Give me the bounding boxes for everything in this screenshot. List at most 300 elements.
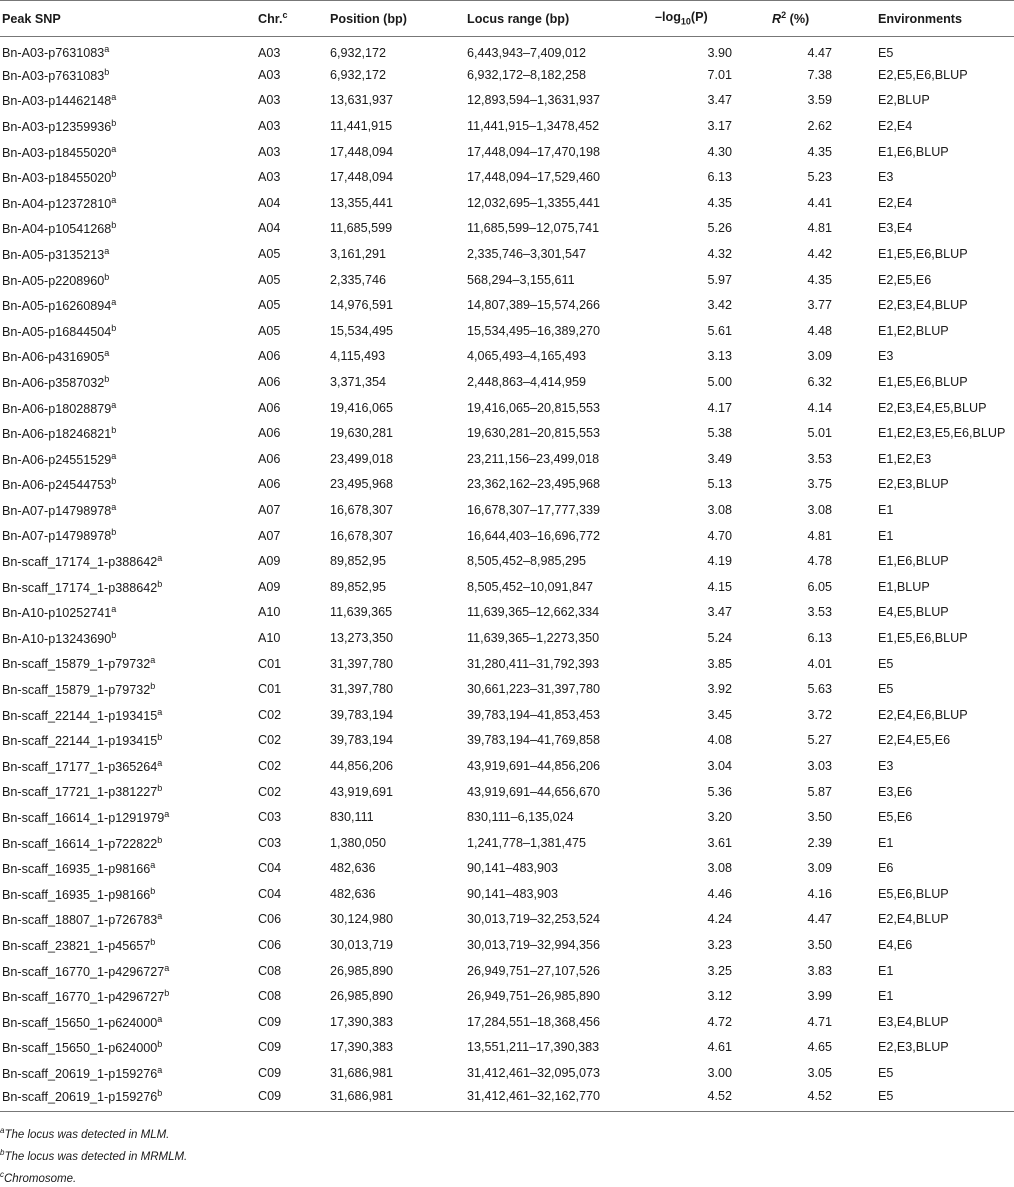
cell-neg-log-p: 4.52 (655, 1086, 772, 1112)
cell-environments: E2,E5,E6,BLUP (878, 67, 968, 82)
snp-id: Bn-A06-p18246821 (2, 427, 112, 442)
cell-peak-snp (0, 651, 256, 677)
cell-environments: E2,E3,E4,E5,BLUP (878, 400, 987, 415)
cell-r2: 5.87 (807, 784, 832, 799)
cell-locus-range: 16,678,307–17,777,339 (467, 502, 601, 517)
snp-footnote-mark: b (111, 527, 117, 538)
cell-position: 11,685,599 (330, 221, 393, 236)
header-locus-range: Locus range (bp) (465, 1, 655, 37)
snp-id: Bn-A03-p7631083 (2, 46, 105, 61)
cell-peak-snp (0, 983, 256, 1009)
cell-neg-log-p: 3.17 (707, 119, 732, 134)
cell-r2: 3.72 (807, 707, 832, 722)
snp-footnote-mark: a (111, 399, 117, 410)
header-chr-footnote-mark: c (282, 10, 288, 21)
cell-position: 16,678,307 (330, 502, 394, 517)
snp-id: Bn-A06-p3587032 (2, 376, 105, 391)
snp-footnote-mark: b (111, 322, 117, 333)
snp-footnote-mark: a (150, 655, 156, 666)
cell-position: 11,639,365 (330, 605, 393, 620)
cell-peak-snp (0, 395, 256, 421)
table-body (0, 37, 1014, 1112)
cell-environments: E2,E4,E5,E6 (878, 733, 951, 748)
cell-neg-log-p: 4.72 (707, 1014, 732, 1029)
snp-id: Bn-scaff_20619_1-p159276 (2, 1067, 158, 1082)
cell-chr: C08 (258, 989, 282, 1004)
cell-environments: E5 (878, 1066, 894, 1081)
cell-r2: 2.62 (807, 119, 832, 134)
cell-r2: 5.63 (807, 682, 832, 697)
table-row (0, 676, 1014, 702)
cell-position: 23,495,968 (330, 477, 394, 492)
cell-position: 13,355,441 (330, 195, 394, 210)
cell-position: 16,678,307 (330, 528, 394, 543)
snp-id: Bn-scaff_15879_1-p79732 (2, 657, 151, 672)
cell-chr: A06 (258, 451, 281, 466)
cell-neg-log-p: 6.13 (707, 170, 732, 185)
cell-peak-snp (0, 523, 256, 549)
cell-peak-snp (0, 497, 256, 523)
cell-neg-log-p: 7.01 (707, 67, 732, 82)
cell-environments: E1 (878, 835, 894, 850)
cell-neg-log-p: 3.42 (707, 298, 732, 313)
cell-position: 17,390,383 (330, 1040, 394, 1055)
cell-position: 13,273,350 (330, 630, 394, 645)
cell-chr: A06 (258, 426, 281, 441)
cell-chr: C02 (258, 784, 282, 799)
cell-locus-range: 11,441,915–1,3478,452 (467, 119, 600, 134)
cell-chr: C04 (258, 861, 282, 876)
cell-r2: 3.50 (807, 810, 832, 825)
cell-environments: E2,E3,E4,BLUP (878, 298, 968, 313)
cell-neg-log-p: 4.30 (707, 144, 732, 159)
footnote-text: Chromosome. (4, 1172, 77, 1185)
cell-environments: E1,E2,E3,E5,E6,BLUP (878, 426, 1006, 441)
header-environments: Environments (876, 1, 1014, 37)
cell-peak-snp (0, 779, 256, 805)
snp-id: Bn-scaff_17177_1-p365264 (2, 760, 158, 775)
cell-locus-range: 23,211,156–23,499,018 (467, 451, 600, 466)
cell-peak-snp (0, 113, 256, 139)
cell-locus-range: 14,807,389–15,574,266 (467, 298, 601, 313)
cell-position: 17,448,094 (330, 144, 394, 159)
cell-neg-log-p: 3.08 (707, 861, 732, 876)
cell-neg-log-p: 3.45 (707, 707, 732, 722)
cell-chr: A10 (258, 605, 281, 620)
snp-footnote-mark: a (111, 194, 117, 205)
cell-position: 1,380,050 (330, 835, 387, 850)
cell-position: 17,448,094 (330, 170, 394, 185)
cell-locus-range: 1,241,778–1,381,475 (467, 835, 587, 850)
cell-chr: A04 (258, 221, 281, 236)
table-row (0, 1060, 1014, 1086)
cell-neg-log-p: 4.46 (707, 886, 732, 901)
cell-peak-snp (0, 932, 256, 958)
cell-peak-snp (0, 1086, 256, 1112)
cell-chr: A10 (258, 630, 281, 645)
cell-neg-log-p: 4.35 (707, 195, 732, 210)
snp-footnote-mark: b (111, 629, 117, 640)
cell-chr: C06 (258, 912, 282, 927)
cell-peak-snp (0, 318, 256, 344)
snp-footnote-mark: b (111, 425, 117, 436)
cell-peak-snp (0, 164, 256, 190)
snp-id: Bn-A03-p7631083 (2, 68, 105, 83)
cell-position: 31,686,981 (328, 1086, 465, 1112)
cell-position: 17,390,383 (330, 1014, 394, 1029)
cell-environments: E2,BLUP (878, 93, 930, 108)
header-r2-letter: R (772, 12, 782, 27)
cell-chr: C09 (258, 1066, 282, 1081)
cell-r2: 3.09 (807, 861, 832, 876)
footnote-mark: c (0, 1169, 4, 1179)
cell-r2: 5.23 (807, 170, 832, 185)
snp-footnote-mark: b (111, 117, 117, 128)
cell-chr: C02 (258, 733, 282, 748)
footnote-text: The locus was detected in MRMLM. (4, 1150, 188, 1163)
cell-peak-snp (0, 369, 256, 395)
snp-footnote-mark: a (111, 450, 117, 461)
cell-environments: E4,E5,BLUP (878, 605, 949, 620)
cell-locus-range: 8,505,452–8,985,295 (467, 554, 587, 569)
cell-environments: E3 (878, 349, 894, 364)
table-row (0, 881, 1014, 907)
snp-footnote-mark: a (157, 553, 163, 564)
cell-neg-log-p: 4.17 (707, 400, 732, 415)
snp-id: Bn-A05-p16260894 (2, 299, 112, 314)
cell-environments: E4,E6 (878, 938, 913, 953)
cell-peak-snp (0, 62, 256, 88)
cell-neg-log-p: 3.13 (707, 349, 732, 364)
snp-footnote-mark: b (164, 988, 170, 999)
cell-chr: C01 (258, 682, 282, 697)
snp-footnote-mark: b (157, 732, 163, 743)
cell-position: 31,686,981 (330, 1066, 394, 1081)
table-row (0, 1009, 1014, 1035)
snp-id: Bn-scaff_16770_1-p4296727 (2, 990, 165, 1005)
snp-id: Bn-A03-p14462148 (2, 94, 112, 109)
cell-neg-log-p: 4.70 (707, 528, 732, 543)
cell-r2: 4.41 (807, 195, 832, 210)
footnote (0, 1166, 1014, 1187)
table-row (0, 369, 1014, 395)
cell-peak-snp (0, 753, 256, 779)
cell-r2: 5.27 (807, 733, 832, 748)
table-footnotes (0, 1122, 1014, 1187)
cell-environments: E6 (878, 861, 894, 876)
cell-locus-range: 2,335,746–3,301,547 (467, 247, 587, 262)
cell-locus-range: 19,630,281–20,815,553 (467, 426, 601, 441)
header-chr (256, 1, 328, 37)
cell-chr: A03 (258, 144, 281, 159)
cell-peak-snp (0, 958, 256, 984)
cell-r2: 4.81 (807, 528, 832, 543)
snp-id: Bn-A10-p13243690 (2, 632, 112, 647)
cell-r2: 4.47 (807, 912, 832, 927)
cell-environments: E1 (878, 989, 894, 1004)
table-row (0, 241, 1014, 267)
cell-r2: 4.48 (807, 323, 832, 338)
cell-position: 15,534,495 (330, 323, 394, 338)
cell-locus-range: 39,783,194–41,769,858 (467, 733, 601, 748)
cell-locus-range: 30,013,719–32,253,524 (467, 912, 601, 927)
cell-r2: 2.39 (807, 835, 832, 850)
cell-environments: E3,E6 (878, 784, 913, 799)
table-row (0, 267, 1014, 293)
cell-locus-range: 30,661,223–31,397,780 (467, 682, 601, 697)
cell-environments: E1 (878, 528, 894, 543)
cell-position: 6,932,172 (330, 45, 387, 60)
cell-chr: A07 (258, 528, 281, 543)
cell-peak-snp (0, 1060, 256, 1086)
cell-neg-log-p: 3.85 (707, 656, 732, 671)
cell-position: 6,932,172 (330, 67, 387, 82)
cell-peak-snp (0, 702, 256, 728)
cell-neg-log-p: 5.61 (707, 323, 732, 338)
cell-chr: A06 (258, 400, 281, 415)
snp-footnote-mark: a (111, 501, 117, 512)
table-row (0, 216, 1014, 242)
cell-position: 43,919,691 (330, 784, 394, 799)
cell-locus-range: 2,448,863–4,414,959 (467, 375, 587, 390)
cell-chr: A03 (258, 45, 281, 60)
cell-environments: E5,E6 (878, 810, 913, 825)
cell-position: 31,397,780 (330, 682, 394, 697)
cell-peak-snp (0, 881, 256, 907)
cell-neg-log-p: 3.25 (707, 963, 732, 978)
cell-position: 3,161,291 (330, 247, 387, 262)
cell-neg-log-p: 3.90 (707, 45, 732, 60)
snp-id: Bn-A03-p18455020 (2, 171, 112, 186)
header-chr-label: Chr. (258, 12, 283, 27)
cell-locus-range: 6,443,943–7,409,012 (467, 45, 587, 60)
cell-peak-snp (0, 1009, 256, 1035)
cell-r2: 4.52 (772, 1086, 876, 1112)
snp-footnote-mark: a (111, 297, 117, 308)
table-row (0, 932, 1014, 958)
snp-id: Bn-A03-p12359936 (2, 120, 112, 135)
cell-locus-range: 90,141–483,903 (467, 886, 559, 901)
cell-position: 3,371,354 (330, 375, 387, 390)
snp-id: Bn-scaff_16935_1-p98166 (2, 887, 151, 902)
cell-locus-range: 19,416,065–20,815,553 (467, 400, 601, 415)
table-row (0, 983, 1014, 1009)
cell-locus-range: 17,448,094–17,470,198 (467, 144, 601, 159)
cell-chr: A05 (258, 247, 281, 262)
cell-peak-snp (0, 472, 256, 498)
cell-environments: E2,E4 (878, 119, 913, 134)
footnote-mark: a (0, 1125, 5, 1135)
snp-footnote-mark: a (104, 245, 110, 256)
snp-id: Bn-scaff_20619_1-p159276 (2, 1090, 158, 1105)
cell-environments: E1,E2,E3 (878, 451, 932, 466)
table-row (0, 548, 1014, 574)
cell-neg-log-p: 4.24 (707, 912, 732, 927)
snp-id: Bn-scaff_15879_1-p79732 (2, 683, 151, 698)
cell-r2: 4.42 (807, 247, 832, 262)
cell-r2: 7.38 (807, 67, 832, 82)
table-row (0, 753, 1014, 779)
table-row (0, 164, 1014, 190)
table-row (0, 856, 1014, 882)
cell-r2: 3.77 (807, 298, 832, 313)
cell-position: 30,124,980 (330, 912, 394, 927)
cell-chr: A06 (258, 349, 281, 364)
snp-id: Bn-A07-p14798978 (2, 529, 112, 544)
cell-environments: E1,E6,BLUP (878, 144, 949, 159)
cell-environments: E1,E5,E6,BLUP (878, 247, 968, 262)
cell-environments: E1,E2,BLUP (878, 323, 949, 338)
table-row (0, 88, 1014, 114)
cell-chr: C01 (258, 656, 282, 671)
cell-environments: E3 (878, 170, 894, 185)
cell-locus-range: 568,294–3,155,611 (467, 272, 575, 287)
header-r2 (772, 1, 876, 37)
header-log-prefix: –log (655, 10, 681, 25)
snp-id: Bn-scaff_16935_1-p98166 (2, 862, 151, 877)
cell-chr: C09 (256, 1086, 328, 1112)
cell-environments: E1 (878, 502, 894, 517)
cell-chr: A05 (258, 323, 281, 338)
snp-footnote-mark: a (157, 706, 163, 717)
footnote (0, 1144, 1014, 1166)
cell-r2: 4.35 (807, 272, 832, 287)
snp-id: Bn-scaff_17721_1-p381227 (2, 785, 158, 800)
snp-id: Bn-A04-p10541268 (2, 222, 112, 237)
cell-r2: 3.05 (807, 1066, 832, 1081)
cell-locus-range: 11,685,599–12,075,741 (467, 221, 600, 236)
cell-neg-log-p: 4.08 (707, 733, 732, 748)
cell-environments: E5 (878, 682, 894, 697)
cell-neg-log-p: 4.61 (707, 1040, 732, 1055)
cell-environments: E5,E6,BLUP (878, 886, 949, 901)
cell-locus-range: 43,919,691–44,656,670 (467, 784, 601, 799)
cell-locus-range: 17,284,551–18,368,456 (467, 1014, 601, 1029)
table-row (0, 1086, 1014, 1112)
snp-footnote-mark: a (104, 348, 110, 359)
cell-position: 89,852,95 (330, 579, 387, 594)
cell-chr: C04 (258, 886, 282, 901)
cell-r2: 4.65 (807, 1040, 832, 1055)
table-row (0, 804, 1014, 830)
cell-environments: E2,E5,E6 (878, 272, 932, 287)
table-row (0, 1035, 1014, 1061)
snp-id: Bn-scaff_22144_1-p193415 (2, 708, 158, 723)
cell-r2: 3.03 (807, 758, 832, 773)
cell-chr: A09 (258, 554, 281, 569)
snp-footnote-mark: b (111, 476, 117, 487)
cell-peak-snp (0, 344, 256, 370)
table-row (0, 958, 1014, 984)
cell-neg-log-p: 3.04 (707, 758, 732, 773)
cell-position: 89,852,95 (330, 554, 387, 569)
cell-neg-log-p: 5.00 (707, 375, 732, 390)
cell-position: 11,441,915 (330, 119, 393, 134)
cell-locus-range: 30,013,719–32,994,356 (467, 938, 601, 953)
cell-peak-snp (0, 292, 256, 318)
cell-r2: 4.35 (807, 144, 832, 159)
table-row (0, 702, 1014, 728)
snp-id: Bn-scaff_23821_1-p45657 (2, 939, 151, 954)
snp-footnote-mark: b (150, 936, 156, 947)
cell-chr: A06 (258, 375, 281, 390)
cell-peak-snp (0, 88, 256, 114)
table-row (0, 497, 1014, 523)
cell-locus-range: 26,949,751–27,107,526 (467, 963, 601, 978)
cell-locus-range: 11,639,365–12,662,334 (467, 605, 600, 620)
snp-id: Bn-A05-p3135213 (2, 248, 105, 263)
snp-id: Bn-scaff_15650_1-p624000 (2, 1015, 158, 1030)
cell-r2: 3.53 (807, 451, 832, 466)
cell-r2: 4.14 (807, 400, 832, 415)
cell-chr: C08 (258, 963, 282, 978)
cell-peak-snp (0, 804, 256, 830)
cell-environments: E1,E5,E6,BLUP (878, 375, 968, 390)
cell-locus-range: 6,932,172–8,182,258 (467, 67, 587, 82)
snp-footnote-mark: a (157, 757, 163, 768)
cell-r2: 4.16 (807, 886, 832, 901)
snp-id: Bn-scaff_16614_1-p722822 (2, 836, 158, 851)
snp-id: Bn-A07-p14798978 (2, 504, 112, 519)
header-neg-log-p (655, 1, 772, 37)
cell-peak-snp (0, 625, 256, 651)
cell-peak-snp (0, 1035, 256, 1061)
cell-neg-log-p: 5.26 (707, 221, 732, 236)
snp-footnote-mark: a (111, 143, 117, 154)
cell-peak-snp (0, 241, 256, 267)
cell-r2: 3.75 (807, 477, 832, 492)
cell-position: 482,636 (330, 886, 376, 901)
cell-locus-range: 12,032,695–1,3355,441 (467, 195, 601, 210)
snp-footnote-mark: b (157, 783, 163, 794)
table-row (0, 523, 1014, 549)
cell-neg-log-p: 3.47 (707, 93, 732, 108)
cell-position: 44,856,206 (330, 758, 394, 773)
cell-r2: 3.59 (807, 93, 832, 108)
cell-chr: A05 (258, 298, 281, 313)
table-row (0, 728, 1014, 754)
cell-r2: 3.99 (807, 989, 832, 1004)
table-row (0, 600, 1014, 626)
cell-neg-log-p: 4.32 (707, 247, 732, 262)
cell-locus-range: 43,919,691–44,856,206 (467, 758, 601, 773)
snp-footnote-mark: b (150, 885, 156, 896)
snp-footnote-mark: b (111, 169, 117, 180)
cell-environments: E5 (878, 656, 894, 671)
cell-neg-log-p: 5.24 (707, 630, 732, 645)
snp-footnote-mark: b (157, 1039, 163, 1050)
cell-locus-range: 13,551,211–17,390,383 (467, 1040, 600, 1055)
cell-neg-log-p: 5.36 (707, 784, 732, 799)
table-row (0, 395, 1014, 421)
cell-position: 2,335,746 (330, 272, 387, 287)
header-log-suffix: (P) (690, 10, 708, 25)
cell-environments: E2,E4 (878, 195, 913, 210)
cell-chr: C06 (258, 938, 282, 953)
cell-locus-range: 4,065,493–4,165,493 (467, 349, 587, 364)
cell-environments: E3,E4,BLUP (878, 1014, 949, 1029)
cell-environments: E3,E4 (878, 221, 913, 236)
cell-peak-snp (0, 600, 256, 626)
cell-neg-log-p: 5.97 (707, 272, 732, 287)
cell-position: 30,013,719 (330, 938, 394, 953)
snp-id: Bn-A05-p16844504 (2, 324, 112, 339)
footnote (0, 1122, 1014, 1144)
cell-peak-snp (0, 37, 256, 63)
cell-r2: 3.08 (807, 502, 832, 517)
snp-id: Bn-A05-p2208960 (2, 273, 105, 288)
snp-footnote-mark: a (164, 962, 170, 973)
